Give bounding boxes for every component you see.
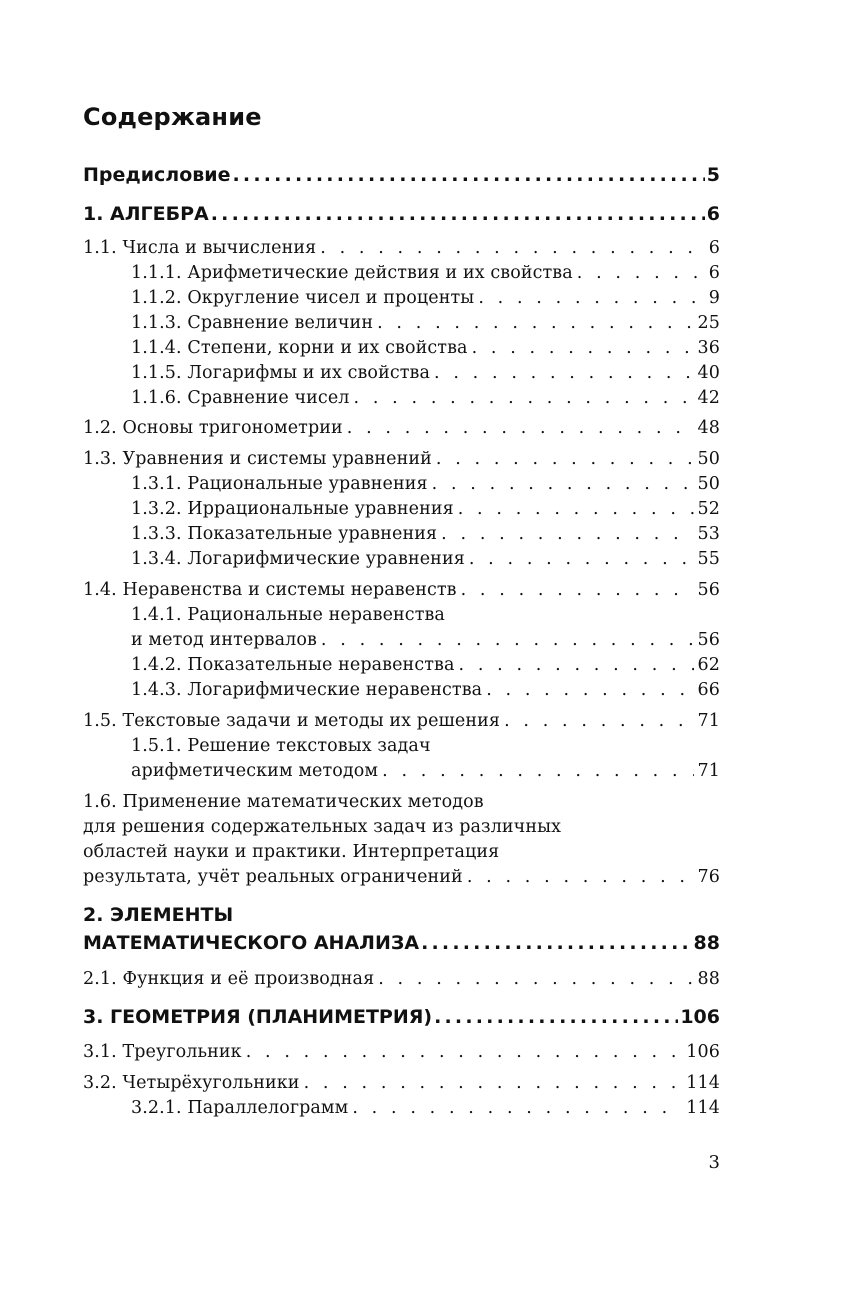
toc-entry-label: 1.5. Текстовые задачи и методы их решения [83, 711, 501, 731]
toc-section-1-2[interactable] [83, 418, 720, 438]
toc-entry-page: 56 [697, 630, 720, 650]
toc-entry-page: 106 [680, 1006, 720, 1028]
toc-entry-label: 3.2. Четырёхугольники [83, 1073, 300, 1093]
toc-subsection-1-1-3[interactable] [131, 313, 720, 333]
toc-section-1-6-line3[interactable]: областей науки и практики. Интерпретация [83, 842, 500, 862]
toc-subsection-1-4-3[interactable] [131, 680, 720, 700]
dot-leader [347, 418, 694, 438]
dot-leader [434, 1006, 678, 1028]
toc-subsection-1-3-2[interactable] [131, 499, 720, 519]
toc-subsection-1-1-6[interactable] [131, 388, 720, 408]
toc-section-1-6-line2[interactable]: для решения содержательных задач из различных [83, 817, 562, 837]
toc-entry-label: 1.4. Неравенства и системы неравенств [83, 580, 457, 600]
dot-leader [211, 203, 705, 225]
toc-chapter-1[interactable] [83, 203, 720, 225]
toc-entry-label: и метод интервалов [131, 630, 317, 650]
toc-subsection-1-4-2[interactable] [131, 655, 720, 675]
toc-subsection-1-3-4[interactable] [131, 549, 720, 569]
toc-subsection-1-1-2[interactable] [131, 288, 720, 308]
dot-leader [354, 388, 694, 408]
dot-leader [382, 761, 693, 781]
toc-entry-page: 55 [697, 549, 720, 569]
toc-section-1-6-line1[interactable]: 1.6. Применение математических методов [83, 792, 484, 812]
toc-entry-page: 9 [708, 288, 720, 308]
dot-leader [246, 1042, 683, 1062]
toc-entry-label: 1.3.3. Показательные уравнения [131, 524, 438, 544]
toc-section-1-4[interactable] [83, 580, 720, 600]
toc-subsection-1-3-3[interactable] [131, 524, 720, 544]
toc-entry-page: 71 [697, 761, 720, 781]
dot-leader [377, 313, 693, 333]
toc-entry-label: 1. АЛГЕБРА [83, 203, 209, 225]
dot-leader [472, 338, 694, 358]
toc-entry-page: 71 [697, 711, 720, 731]
toc-entry-label: 1.1.4. Степени, корни и их свойства [131, 338, 468, 358]
toc-entry-page: 50 [697, 449, 720, 469]
toc-entry-page: 106 [686, 1042, 720, 1062]
toc-subsection-1-3-1[interactable] [131, 474, 720, 494]
toc-section-1-6[interactable] [83, 867, 720, 887]
dot-leader [421, 932, 691, 954]
toc-entry-label: 1.1.6. Сравнение чисел [131, 388, 350, 408]
toc-chapter-3[interactable] [83, 1006, 720, 1028]
toc-entry-label: 3. ГЕОМЕТРИЯ (ПЛАНИМЕТРИЯ) [83, 1006, 433, 1028]
dot-leader [233, 164, 705, 186]
toc-subsection-3-2-1[interactable] [131, 1098, 720, 1118]
toc-section-3-2[interactable] [83, 1073, 720, 1093]
toc-entry-page: 53 [697, 524, 720, 544]
toc-entry-page: 66 [697, 680, 720, 700]
dot-leader [478, 288, 704, 308]
toc-section-2-1[interactable] [83, 969, 720, 989]
toc-entry-page: 42 [697, 388, 720, 408]
dot-leader [352, 1098, 682, 1118]
page-title: Содержание [83, 103, 262, 131]
toc-subsection-1-5-1-line1[interactable]: 1.5.1. Решение текстовых задач [131, 736, 431, 756]
toc-subsection-1-4-1-line1[interactable]: 1.4.1. Рациональные неравенства [131, 605, 445, 625]
toc-entry-label: МАТЕМАТИЧЕСКОГО АНАЛИЗА [83, 932, 420, 954]
dot-leader [320, 238, 705, 258]
toc-entry-page: 50 [697, 474, 720, 494]
toc-entry-page: 6 [708, 238, 720, 258]
dot-leader [467, 867, 694, 887]
toc-entry-page: 6 [708, 263, 720, 283]
toc-section-1-5[interactable] [83, 711, 720, 731]
dot-leader [486, 680, 693, 700]
toc-entry-label: 1.1.1. Арифметические действия и их свойства [131, 263, 573, 283]
dot-leader [304, 1073, 683, 1093]
toc-entry-page: 76 [697, 867, 720, 887]
toc-entry-page: 48 [697, 418, 720, 438]
page-number: 3 [708, 1152, 720, 1173]
toc-chapter-2-line1[interactable]: 2. ЭЛЕМЕНТЫ [83, 904, 234, 926]
dot-leader [378, 969, 693, 989]
toc-entry-label: 1.4.3. Логарифмические неравенства [131, 680, 483, 700]
toc-entry-label: 1.3.2. Иррациональные уравнения [131, 499, 454, 519]
toc-entry-label: 1.4.2. Показательные неравенства [131, 655, 455, 675]
dot-leader [504, 711, 693, 731]
toc-entry-label: 3.1. Треугольник [83, 1042, 242, 1062]
toc-entry-preface[interactable] [83, 164, 720, 186]
toc-entry-page: 36 [697, 338, 720, 358]
toc-entry-page: 40 [697, 363, 720, 383]
toc-entry-label: арифметическим методом [131, 761, 379, 781]
toc-entry-label: 1.3.4. Логарифмические уравнения [131, 549, 465, 569]
toc-entry-label: 3.2.1. Параллелограмм [131, 1098, 349, 1118]
toc-subsection-1-4-1[interactable] [131, 630, 720, 650]
toc-section-1-3[interactable] [83, 449, 720, 469]
toc-entry-label: результата, учёт реальных ограничений [83, 867, 463, 887]
dot-leader [461, 580, 694, 600]
toc-entry-label: 1.1.5. Логарифмы и их свойства [131, 363, 431, 383]
dot-leader [459, 655, 694, 675]
dot-leader [469, 549, 694, 569]
toc-entry-page: 114 [686, 1073, 720, 1093]
toc-entry-page: 88 [693, 932, 720, 954]
toc-entry-label: 1.2. Основы тригонометрии [83, 418, 343, 438]
toc-entry-page: 6 [706, 203, 720, 225]
toc-entry-page: 62 [697, 655, 720, 675]
toc-entry-page: 52 [697, 499, 720, 519]
toc-subsection-1-1-5[interactable] [131, 363, 720, 383]
toc-entry-label: 1.3.1. Рациональные уравнения [131, 474, 428, 494]
toc-entry-label: Предисловие [83, 164, 231, 186]
dot-leader [321, 630, 694, 650]
toc-subsection-1-1-1[interactable] [131, 263, 720, 283]
toc-chapter-2[interactable] [83, 932, 720, 954]
toc-entry-page: 5 [706, 164, 720, 186]
toc-section-3-1[interactable] [83, 1042, 720, 1062]
dot-leader [436, 449, 694, 469]
toc-entry-page: 56 [697, 580, 720, 600]
toc-section-1-1[interactable] [83, 238, 720, 258]
toc-subsection-1-5-1[interactable] [131, 761, 720, 781]
dot-leader [441, 524, 693, 544]
toc-entry-label: 1.1.2. Округление чисел и проценты [131, 288, 475, 308]
toc-entry-label: 2.1. Функция и её производная [83, 969, 375, 989]
toc-entry-page: 88 [697, 969, 720, 989]
toc-entry-page: 25 [697, 313, 720, 333]
dot-leader [432, 474, 694, 494]
dot-leader [577, 263, 705, 283]
toc-entry-label: 1.1.3. Сравнение величин [131, 313, 374, 333]
dot-leader [434, 363, 694, 383]
toc-entry-label: 1.3. Уравнения и системы уравнений [83, 449, 432, 469]
toc-entry-page: 114 [686, 1098, 720, 1118]
dot-leader [458, 499, 694, 519]
toc-entry-label: 1.1. Числа и вычисления [83, 238, 317, 258]
toc-subsection-1-1-4[interactable] [131, 338, 720, 358]
